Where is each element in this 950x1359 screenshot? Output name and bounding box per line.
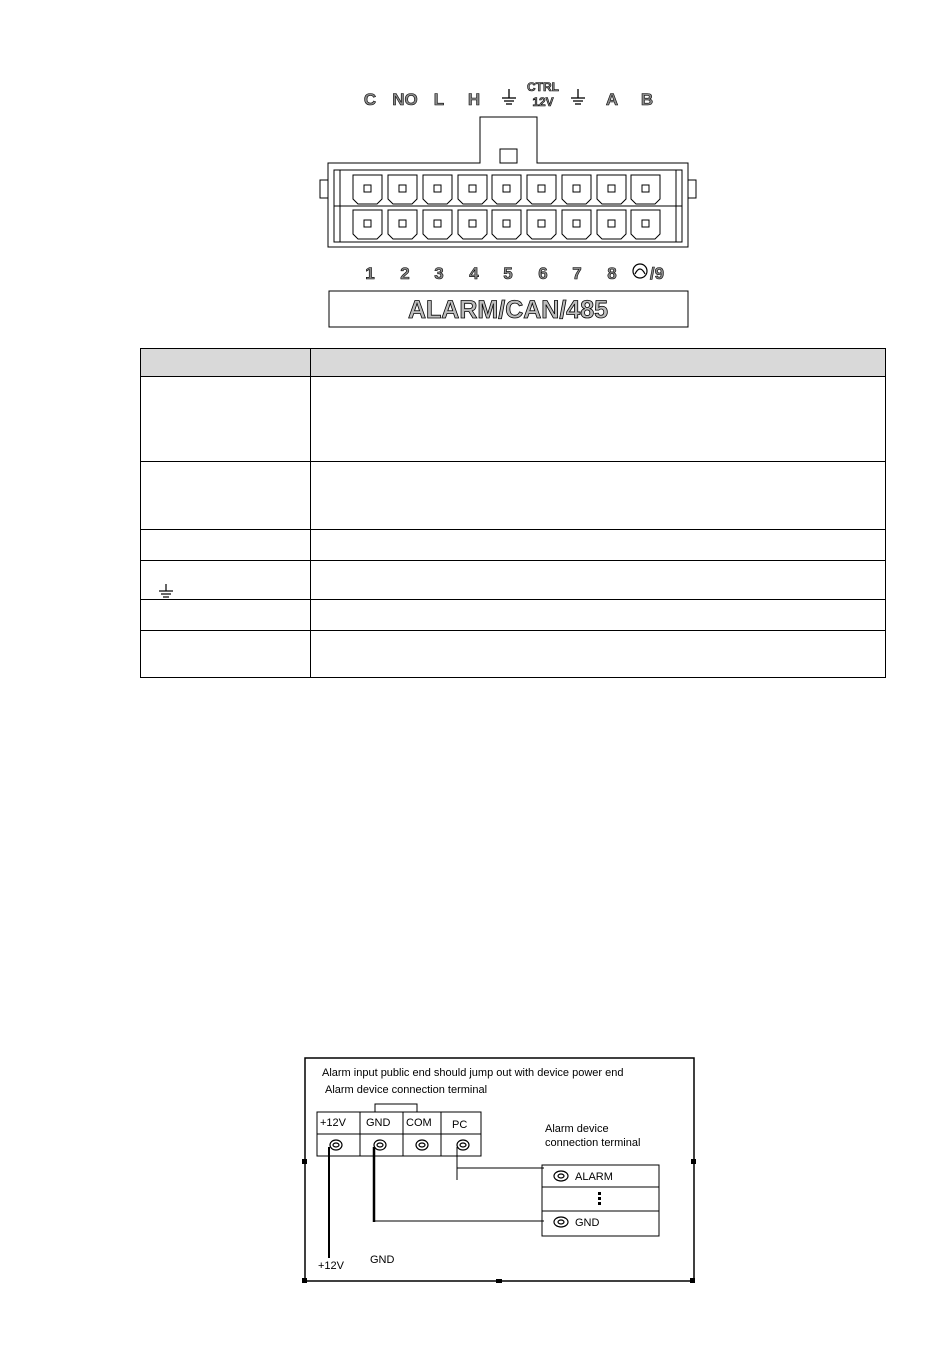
device-title-line-2: connection terminal bbox=[545, 1137, 641, 1149]
pin-number: 1 bbox=[365, 264, 375, 283]
pin-cell bbox=[631, 175, 660, 204]
pin-contact bbox=[573, 185, 580, 192]
terminal-block bbox=[317, 1104, 481, 1156]
pin-cell bbox=[388, 210, 417, 239]
pin-label-l: L bbox=[433, 90, 445, 109]
pin-cell bbox=[527, 210, 556, 239]
ground-symbol-icon bbox=[571, 89, 585, 104]
alarm-bell-icon bbox=[633, 264, 647, 278]
pin-cell bbox=[562, 210, 591, 239]
pin-number: 6 bbox=[538, 264, 548, 283]
pin-cell bbox=[353, 175, 382, 204]
device-gnd-label: GND bbox=[575, 1217, 600, 1229]
pin-contact bbox=[364, 220, 371, 227]
table-cell bbox=[141, 631, 311, 678]
pin-contact bbox=[364, 185, 371, 192]
table-row bbox=[141, 600, 886, 631]
terminal-label-com: COM bbox=[406, 1117, 432, 1129]
pin-contact bbox=[434, 185, 441, 192]
pin-cell bbox=[458, 210, 487, 239]
table-cell bbox=[141, 462, 311, 530]
pin-label-12v: 12V bbox=[532, 95, 554, 109]
screw-terminal-icon bbox=[330, 1140, 469, 1150]
diagram-frame bbox=[305, 1058, 694, 1281]
selection-handles bbox=[302, 1159, 696, 1283]
pin-contact bbox=[642, 220, 649, 227]
pin-contact bbox=[608, 185, 615, 192]
bottom-gnd-label: GND bbox=[370, 1254, 395, 1266]
connector-figure bbox=[0, 0, 950, 340]
pin-contact bbox=[469, 185, 476, 192]
pin-contact bbox=[538, 220, 545, 227]
note-line-1: Alarm input public end should jump out with device power end bbox=[322, 1067, 624, 1079]
pin-cell bbox=[562, 175, 591, 204]
pin-number: 5 bbox=[503, 264, 513, 283]
pin-contact bbox=[434, 220, 441, 227]
terminal-label-gnd: GND bbox=[366, 1117, 391, 1129]
terminal-label-pc: PC bbox=[452, 1119, 468, 1131]
table-header-cell bbox=[311, 349, 886, 377]
pin-number: 8 bbox=[607, 264, 617, 283]
pin-cell bbox=[423, 175, 452, 204]
table-row bbox=[141, 462, 886, 530]
pin-number: /9 bbox=[649, 264, 665, 283]
pin-cell bbox=[353, 210, 382, 239]
screw-terminal-icon bbox=[554, 1171, 568, 1227]
pin-contact bbox=[469, 220, 476, 227]
table-cell bbox=[141, 600, 311, 631]
pin-cell bbox=[492, 210, 521, 239]
pin-number: 3 bbox=[434, 264, 444, 283]
device-title-line-1: Alarm device bbox=[545, 1123, 609, 1135]
alarm-device-box bbox=[542, 1165, 659, 1236]
pin-cell bbox=[388, 175, 417, 204]
panel-label: ALARM/CAN/485 bbox=[407, 296, 609, 324]
pin-grid bbox=[353, 175, 660, 239]
pin-contact bbox=[538, 185, 545, 192]
pin-cell bbox=[423, 210, 452, 239]
pin-label-h: H bbox=[467, 90, 481, 109]
table-cell bbox=[311, 631, 886, 678]
ground-symbol-icon bbox=[157, 583, 175, 599]
table-cell bbox=[141, 377, 311, 462]
pin-contact bbox=[399, 185, 406, 192]
pin-cell bbox=[492, 175, 521, 204]
table-row bbox=[141, 530, 886, 561]
table-cell bbox=[311, 377, 886, 462]
table-cell bbox=[311, 530, 886, 561]
pin-cell bbox=[597, 175, 626, 204]
pin-description-table bbox=[140, 348, 886, 678]
pin-contact bbox=[503, 220, 510, 227]
pin-label-b: B bbox=[640, 90, 654, 109]
pin-number: 2 bbox=[400, 264, 410, 283]
pin-cell bbox=[597, 210, 626, 239]
table-header-row bbox=[141, 349, 886, 377]
table-cell bbox=[311, 462, 886, 530]
table-cell bbox=[141, 530, 311, 561]
pin-cell bbox=[527, 175, 556, 204]
table-row bbox=[141, 631, 886, 678]
pin-number: 4 bbox=[469, 264, 479, 283]
table-cell bbox=[311, 600, 886, 631]
table-row bbox=[141, 377, 886, 462]
ground-symbol-icon bbox=[502, 89, 516, 104]
ellipsis-icon bbox=[598, 1192, 601, 1205]
table-cell bbox=[311, 561, 886, 600]
wires bbox=[329, 1147, 544, 1258]
pin-label-c: C bbox=[363, 90, 377, 109]
terminal-label-12v: +12V bbox=[320, 1117, 346, 1129]
table-header-cell bbox=[141, 349, 311, 377]
pin-cell bbox=[458, 175, 487, 204]
connector-drawing bbox=[0, 0, 950, 340]
pin-contact bbox=[608, 220, 615, 227]
bottom-12v-label: +12V bbox=[318, 1260, 344, 1272]
pin-contact bbox=[503, 185, 510, 192]
pin-contact bbox=[399, 220, 406, 227]
device-alarm-label: ALARM bbox=[575, 1171, 613, 1183]
pin-contact bbox=[573, 220, 580, 227]
pin-contact bbox=[642, 185, 649, 192]
pin-label-no: NO bbox=[392, 90, 418, 109]
table-row bbox=[141, 561, 886, 600]
pin-label-a: A bbox=[605, 90, 619, 109]
pin-number: 7 bbox=[572, 264, 582, 283]
pin-cell bbox=[631, 210, 660, 239]
table-cell bbox=[141, 561, 311, 600]
pin-label-ctrl: CTRL bbox=[527, 80, 559, 94]
note-line-2: Alarm device connection terminal bbox=[325, 1084, 488, 1096]
